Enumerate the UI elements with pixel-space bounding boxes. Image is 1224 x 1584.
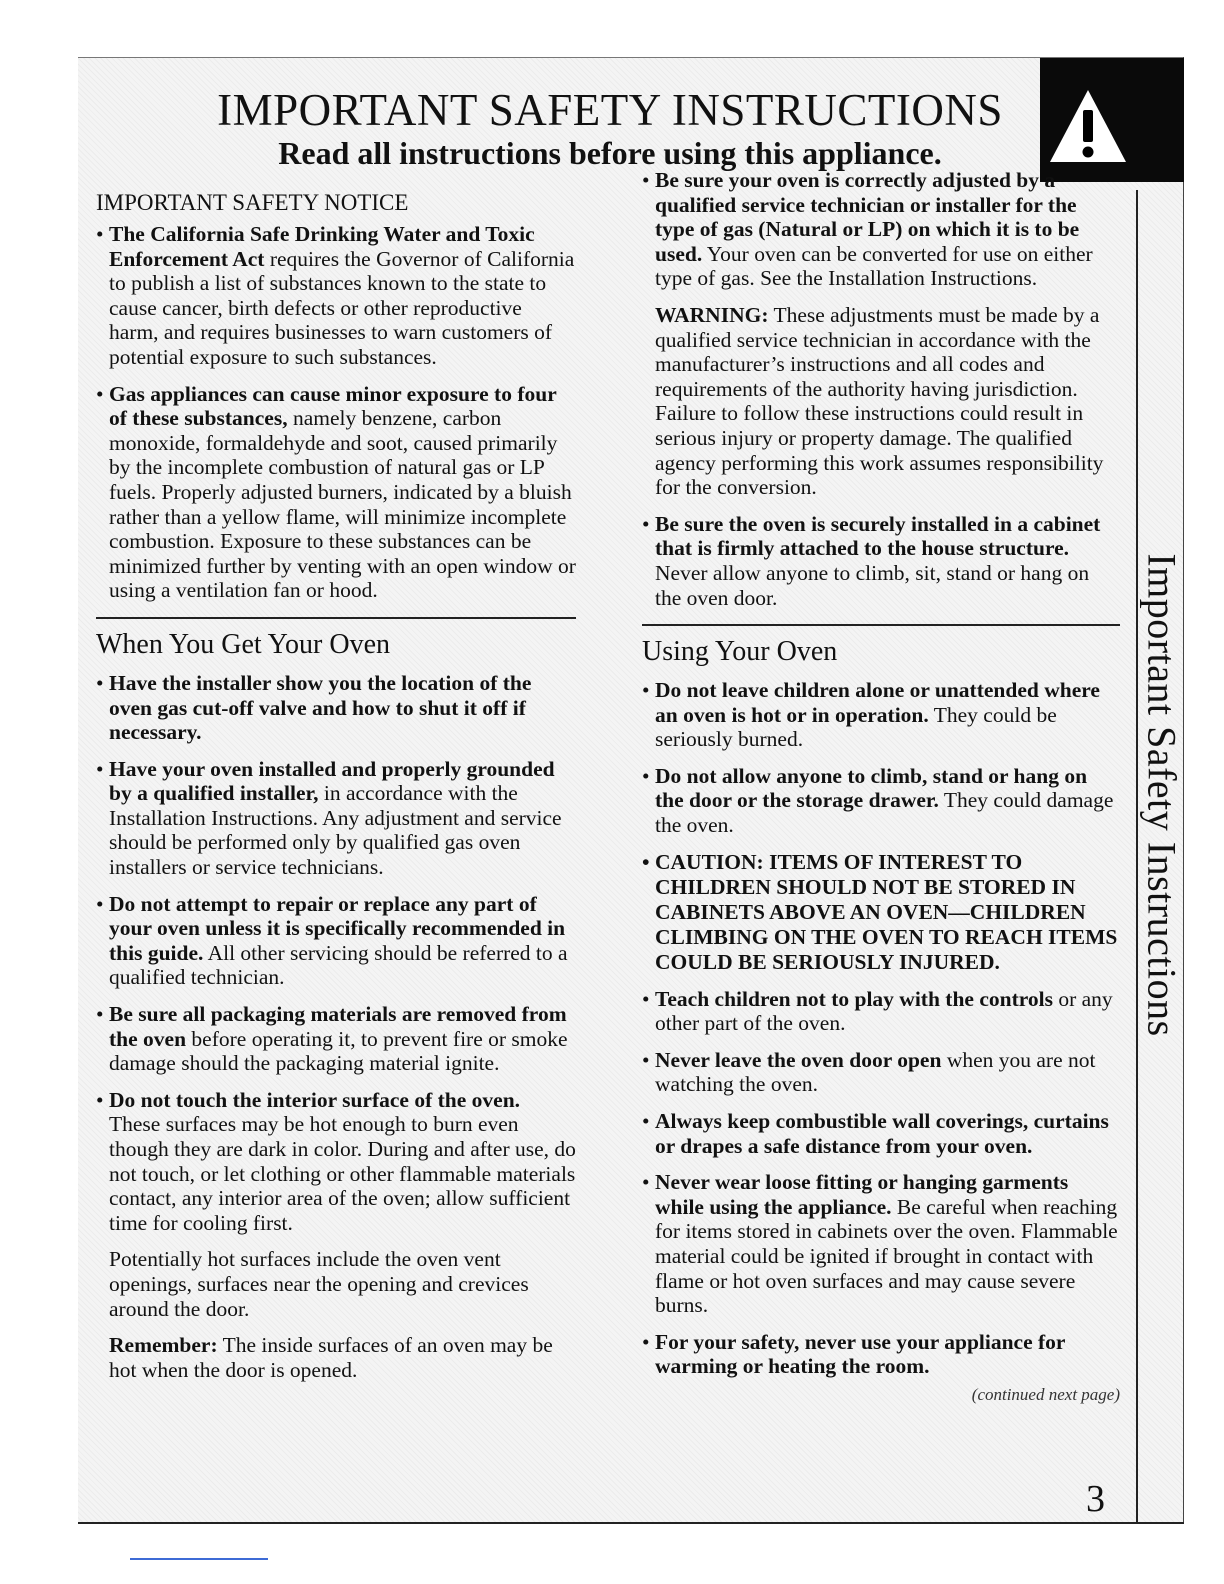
sidebar-top-block xyxy=(1136,58,1184,182)
list-item xyxy=(642,512,1120,610)
list-item xyxy=(96,892,576,990)
paragraph-hot-surfaces: Potentially hot surfaces include the oven vent openings, surfaces near the opening and crevices around the door. xyxy=(109,1247,529,1321)
notice-heading: IMPORTANT SAFETY NOTICE xyxy=(96,190,409,215)
list-item-text: Your oven can be converted for use on either type of gas. See the Installation Instructions. xyxy=(655,241,1093,291)
list-item xyxy=(96,1002,576,1076)
section-heading-using-oven: Using Your Oven xyxy=(642,636,838,668)
remember-label: Remember: xyxy=(109,1333,218,1358)
list-item xyxy=(642,678,1120,752)
warning-box xyxy=(1040,58,1136,182)
list-item-text: Be careful when reaching for items stored in cabinets over the oven. Flammable material could be ignited if brought in contact with flame or hot oven surfaces and may cause severe burns. xyxy=(655,1194,1118,1318)
warning-triangle-icon xyxy=(1046,86,1130,166)
list-item-bold: Do not allow anyone to climb, stand or hang on the door or the storage drawer. xyxy=(655,763,1088,813)
list-item-bold: Have your oven installed and properly grounded by a qualified installer, xyxy=(109,756,555,806)
bottom-border xyxy=(78,1522,1184,1524)
warning-label: WARNING: xyxy=(655,302,769,327)
list-item xyxy=(96,671,576,745)
warning-text: These adjustments must be made by a qualified service technician in accordance with the manufacturer’s instructions and all codes and requirements of the authority having jurisdiction. Failure to follow these instructions could result in serious injury or property damage. The qualified agency performing this work assumes responsibility for the conversion. xyxy=(655,302,1104,500)
list-item-text: All other servicing should be referred to a qualified technician. xyxy=(109,940,568,990)
section-divider xyxy=(96,617,576,619)
right-column xyxy=(642,168,1120,1408)
blue-underline xyxy=(130,1558,268,1560)
warning-paragraph xyxy=(642,303,1120,500)
list-item-bold: Teach children not to play with the controls xyxy=(655,986,1053,1011)
list-item xyxy=(96,1088,576,1236)
list-item-bold: For your safety, never use your appliance for warming or heating the room. xyxy=(655,1329,1066,1379)
continued-note: (continued next page) xyxy=(971,1384,1120,1404)
sidebar-vertical-label xyxy=(1139,553,1185,1037)
list-item-bold: Have the installer show you the location of the oven gas cut-off valve and how to shut it off if necessary. xyxy=(109,670,532,745)
notice-item xyxy=(96,382,576,603)
page-title: IMPORTANT SAFETY INSTRUCTIONS xyxy=(217,85,1003,135)
list-item-bold: Never leave the oven door open xyxy=(655,1047,942,1072)
page-number: 3 xyxy=(1086,1478,1105,1520)
section-divider xyxy=(642,624,1120,626)
list-item-text: These surfaces may be hot enough to burn even though they are dark in color. During and after use, do not touch, or let clothing or other flammable materials contact, any interior area of the oven; allow sufficient time for cooling first. xyxy=(109,1112,576,1235)
remember-text: The inside surfaces of an oven may be hot when the door is opened. xyxy=(109,1333,553,1382)
list-item-text: They could be seriously burned. xyxy=(655,702,1057,752)
list-item-bold: Be sure all packaging materials are removed from the oven xyxy=(109,1002,567,1051)
caution-text: CAUTION: ITEMS OF INTEREST TO CHILDREN SHOULD NOT BE STORED IN CABINETS ABOVE AN OVEN—CHILDREN CLIMBING ON THE OVEN TO REACH ITEMS COULD BE SERIOUSLY INJURED. xyxy=(655,849,1118,974)
list-item-bold: Do not attempt to repair or replace any part of your oven unless it is specifically recommended in this guide. xyxy=(109,891,566,965)
list-item-text: They could damage the oven. xyxy=(655,788,1114,838)
list-item xyxy=(642,1048,1120,1097)
notice-item-bold: The California Safe Drinking Water and Toxic Enforcement Act xyxy=(109,222,535,271)
list-item-bold: Do not leave children alone or unattended where an oven is hot or in operation. xyxy=(655,678,1100,727)
list-item xyxy=(642,764,1120,838)
caution-item xyxy=(642,850,1120,975)
top-border xyxy=(78,57,1184,58)
list-item-bold: Be sure the oven is securely installed in a cabinet that is firmly attached to the house structure. xyxy=(655,511,1101,561)
paragraph-remember xyxy=(96,1333,576,1382)
list-item xyxy=(642,1170,1120,1318)
notice-item-bold: Gas appliances can cause minor exposure to four of these substances, xyxy=(109,381,557,431)
list-item-text: or any other part of the oven. xyxy=(655,986,1113,1036)
notice-item xyxy=(96,222,576,370)
list-item-text: when you are not watching the oven. xyxy=(655,1047,1096,1097)
list-item xyxy=(642,1109,1120,1158)
page-subtitle: Read all instructions before using this appliance. xyxy=(278,135,942,171)
list-item xyxy=(642,987,1120,1036)
sidebar-label-text: Important Safety Instructions xyxy=(1139,553,1185,1037)
left-column xyxy=(96,190,576,1394)
notice-item-text: namely benzene, carbon monoxide, formaldehyde and soot, caused primarily by the incomplete combustion of natural gas or LP fuels. Properly adjusted burners, indicated by a bluish rather than a yellow flame, will minimize incomplete combustion. Exposure to these substances can be minimized further by venting with an open window or using a ventilation fan or hood. xyxy=(109,406,576,603)
list-item-text: Never allow anyone to climb, sit, stand or hang on the oven door. xyxy=(655,560,1090,610)
list-item-bold: Do not touch the interior surface of the oven. xyxy=(109,1087,521,1112)
list-item-bold: Never wear loose fitting or hanging garments while using the appliance. xyxy=(655,1170,1069,1219)
section-heading-get-oven: When You Get Your Oven xyxy=(96,628,391,660)
list-item xyxy=(642,1330,1120,1379)
list-item-bold: Always keep combustible wall coverings, curtains or drapes a safe distance from your oven. xyxy=(655,1109,1109,1158)
list-item-bold: Be sure your oven is correctly adjusted by a qualified service technician or installer for the type of gas (Natural or LP) on which it is to be used. xyxy=(655,168,1080,266)
notice-item-text: requires the Governor of California to publish a list of substances known to the state to cause cancer, birth defects or other reproductive harm, and requires businesses to warn customers of potential exposure to such substances. xyxy=(109,246,575,369)
list-item xyxy=(96,757,576,880)
list-item xyxy=(642,168,1120,291)
list-item-text: in accordance with the Installation Instructions. Any adjustment and service should be performed only by qualified gas oven installers or service technicians. xyxy=(109,781,562,880)
list-item-text: before operating it, to prevent fire or smoke damage should the packaging material ignite. xyxy=(109,1026,568,1076)
